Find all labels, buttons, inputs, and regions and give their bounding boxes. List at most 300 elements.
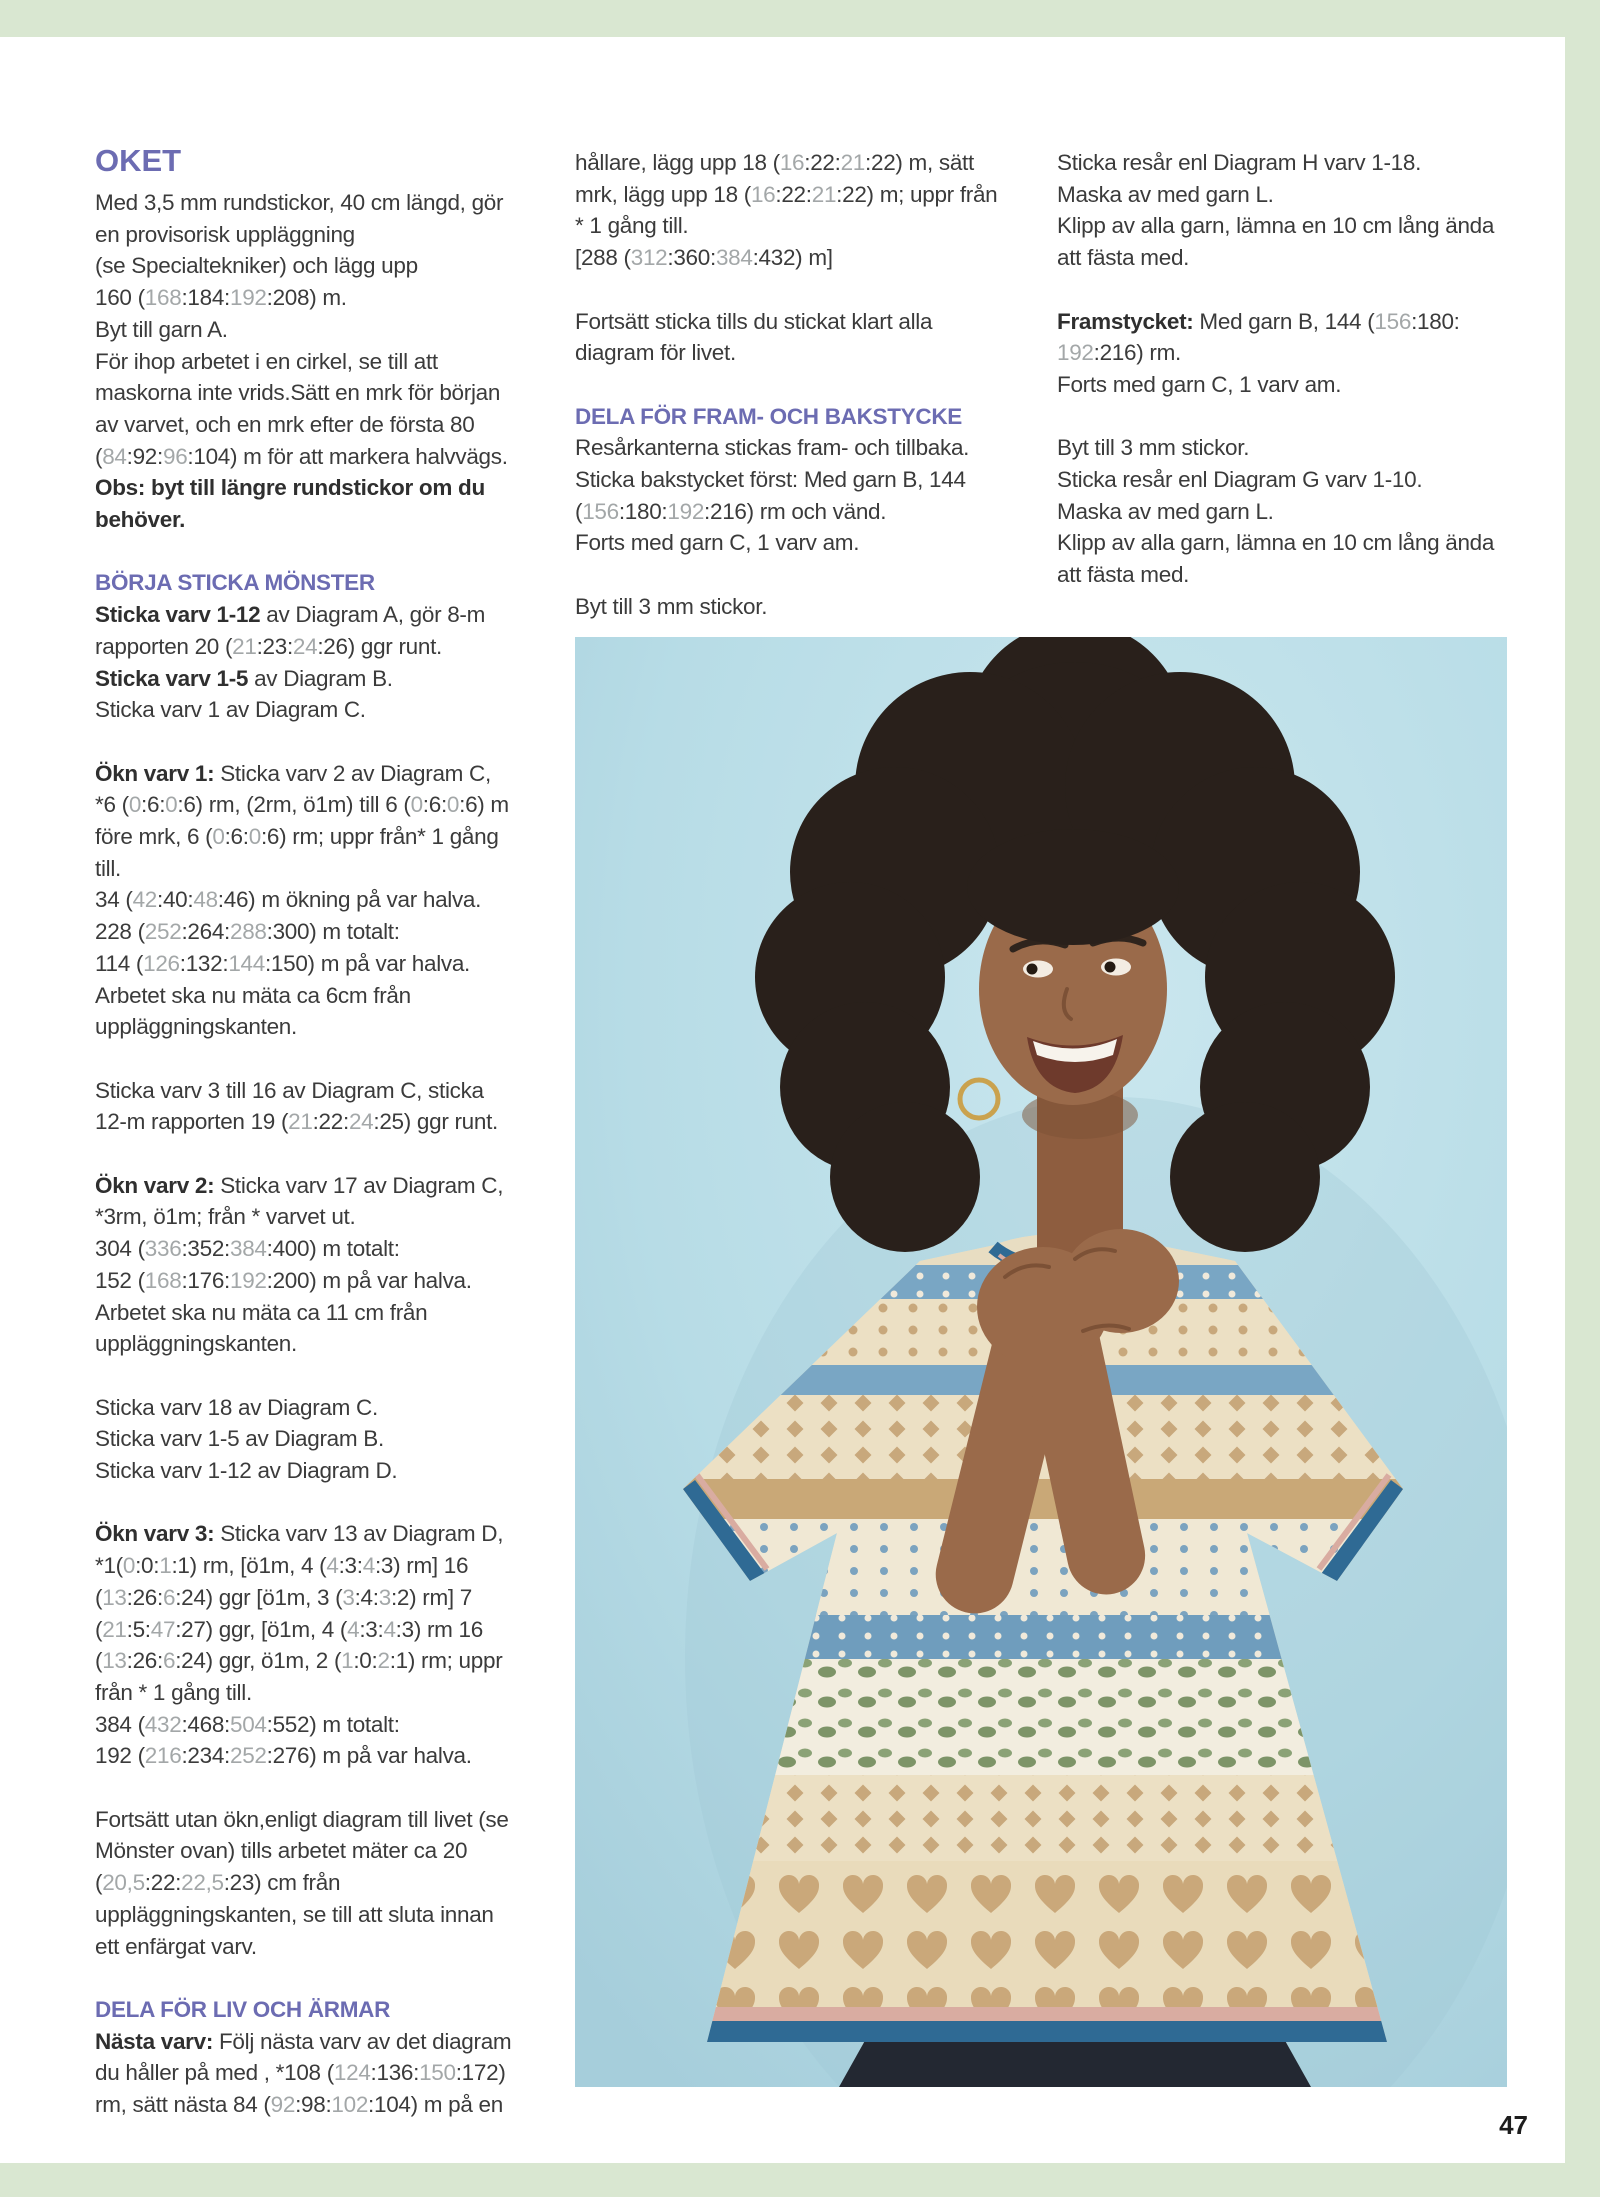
text-line: [575, 179, 997, 211]
text-segment: Sticka varv 13 av Diagram D,: [214, 1521, 504, 1547]
text-segment: 20,5: [102, 1870, 145, 1896]
text-segment: :6) m: [459, 792, 509, 818]
text-segment: *6 (: [95, 792, 129, 818]
text-segment: 12-m rapporten 19 (: [95, 1109, 289, 1135]
text-segment: (: [575, 498, 583, 524]
paragraph: [575, 147, 997, 274]
text-line: [575, 432, 997, 464]
text-segment: 504: [229, 1711, 267, 1737]
text-segment: 96: [162, 443, 188, 469]
text-segment: :6) rm, (2rm, ö1m) till 6 (: [177, 792, 411, 818]
text-segment: 16: [750, 181, 776, 207]
text-line: [1057, 337, 1494, 369]
text-segment: av varvet, och en mrk efter de första 80: [95, 411, 475, 437]
text-line: [575, 147, 997, 179]
text-segment: :22:: [804, 150, 841, 175]
text-segment: 192: [229, 285, 267, 311]
text-segment: 6: [162, 1584, 176, 1610]
text-segment: uppläggningskanten.: [95, 1331, 297, 1357]
text-segment: :6:: [141, 792, 166, 818]
text-segment: *3rm, ö1m; från * varvet ut.: [95, 1204, 356, 1230]
text-segment: 252: [229, 1743, 267, 1769]
text-segment: du håller på med , *108 (: [95, 2060, 334, 2086]
text-segment: Ökn varv 3:: [95, 1521, 215, 1547]
text-line: [1057, 210, 1494, 242]
text-segment: från * 1 gång till.: [95, 1679, 252, 1705]
text-segment: 4: [347, 1616, 360, 1642]
text-line: [95, 377, 511, 409]
text-segment: Sticka varv 1-5: [95, 665, 249, 691]
paragraph: [95, 1075, 511, 1138]
text-segment: 24: [292, 633, 318, 659]
text-segment: Forts med garn C, 1 varv am.: [575, 530, 860, 556]
text-segment: :22:: [144, 1870, 182, 1896]
text-segment: (: [95, 443, 103, 469]
text-line: [95, 1201, 511, 1233]
text-line: [95, 2089, 511, 2121]
text-segment: :24) ggr, ö1m, 2 (: [175, 1648, 342, 1674]
text-segment: [288 (: [575, 245, 631, 271]
text-line: [95, 504, 511, 536]
text-line: [95, 409, 511, 441]
text-segment: 84: [102, 443, 127, 469]
text-line: [95, 1328, 511, 1360]
text-segment: 3: [378, 1584, 391, 1610]
text-segment: 0: [446, 792, 460, 818]
text-segment: 0: [410, 792, 423, 818]
text-segment: :216) rm.: [1093, 340, 1181, 366]
text-segment: 336: [144, 1236, 182, 1262]
text-segment: rm, sätt nästa 84 (: [95, 2092, 271, 2118]
text-segment: :3) rm] 16: [374, 1553, 469, 1579]
text-segment: :276) m på var halva.: [266, 1743, 472, 1769]
text-segment: Maska av med garn L.: [1057, 181, 1274, 207]
text-segment: :26) ggr runt.: [317, 633, 442, 659]
text-segment: Byt till 3 mm stickor.: [575, 593, 768, 619]
text-segment: till.: [95, 855, 121, 881]
text-segment: Forts med garn C, 1 varv am.: [1057, 371, 1342, 397]
text-segment: 384 (: [95, 1711, 145, 1737]
text-segment: Sticka resår enl Diagram H varv 1-18.: [1057, 150, 1422, 175]
page-border-right: [1565, 0, 1600, 2197]
text-segment: (: [95, 1870, 103, 1896]
text-segment: 1: [341, 1648, 354, 1674]
text-line: [95, 219, 511, 251]
text-line: [95, 916, 511, 948]
text-segment: 160 (: [95, 285, 145, 311]
text-line: [95, 1233, 511, 1265]
text-line: [1057, 369, 1494, 401]
column-middle: [575, 147, 997, 623]
text-segment: * 1 gång till.: [575, 213, 689, 239]
text-segment: 0: [128, 792, 142, 818]
text-segment: Byt till garn A.: [95, 316, 228, 342]
text-segment: :46) m ökning på var halva.: [217, 887, 482, 913]
text-line: [95, 2057, 511, 2089]
text-segment: :468:: [181, 1711, 230, 1737]
text-segment: :26:: [126, 1648, 163, 1674]
text-segment: :23) cm från: [223, 1870, 341, 1896]
text-segment: att fästa med.: [1057, 245, 1190, 271]
text-line: [575, 210, 997, 242]
text-line: [95, 1582, 511, 1614]
text-segment: 3: [342, 1584, 355, 1610]
paragraph: [1057, 147, 1494, 274]
text-line: [95, 631, 511, 663]
text-segment: maskorna inte vrids.Sätt en mrk för början: [95, 380, 501, 406]
text-segment: 114 (: [95, 950, 144, 976]
text-segment: 1: [159, 1553, 172, 1579]
text-segment: :176:: [181, 1267, 230, 1293]
text-segment: :132:: [179, 950, 229, 976]
text-segment: (se Specialtekniker) och lägg upp: [95, 253, 418, 279]
text-line: [95, 441, 511, 473]
text-segment: :23:: [256, 633, 293, 659]
text-segment: :0:: [353, 1648, 378, 1674]
text-segment: 4: [383, 1616, 396, 1642]
text-segment: Mönster ovan) tills arbetet mäter ca 20: [95, 1838, 468, 1864]
paragraph: [95, 1392, 511, 1487]
model-photo: [575, 637, 1507, 2087]
section-heading: OKET: [95, 143, 182, 178]
text-segment: :352:: [181, 1236, 230, 1262]
text-segment: :552) m totalt:: [266, 1711, 400, 1737]
text-segment: :25) ggr runt.: [373, 1109, 498, 1135]
text-segment: Sticka varv 3 till 16 av Diagram C, sticka: [95, 1077, 484, 1103]
text-segment: :104) m för att markera halvvägs.: [187, 443, 508, 469]
text-segment: :184:: [181, 285, 230, 311]
section-heading: BÖRJA STICKA MÖNSTER: [95, 570, 375, 596]
text-line: [95, 1423, 511, 1455]
text-segment: :1) rm, [ö1m, 4 (: [171, 1553, 327, 1579]
text-line: [95, 758, 511, 790]
text-segment: före mrk, 6 (: [95, 824, 213, 850]
text-line: [95, 1265, 511, 1297]
text-segment: mrk, lägg upp 18 (: [575, 181, 751, 207]
text-segment: Sticka varv 1-5 av Diagram B.: [95, 1426, 384, 1452]
text-segment: 192: [229, 1267, 267, 1293]
text-segment: :4:: [354, 1584, 379, 1610]
text-segment: 42: [132, 887, 158, 913]
paragraph: [95, 1518, 511, 1772]
text-segment: :22) m; uppr från: [836, 181, 998, 207]
text-segment: 102: [331, 2092, 369, 2118]
text-segment: 22,5: [181, 1870, 224, 1896]
paragraph: [95, 599, 511, 726]
text-segment: :136:: [370, 2060, 420, 2086]
text-segment: Sticka bakstycket först: Med garn B, 144: [575, 467, 966, 492]
text-segment: Ökn varv 1:: [95, 760, 215, 786]
text-segment: 168: [144, 1267, 182, 1293]
text-segment: 34 (: [95, 887, 133, 913]
text-segment: :98:: [295, 2092, 332, 2118]
text-line: [1057, 559, 1494, 591]
text-segment: Obs: byt till längre rundstickor om du: [95, 475, 485, 501]
text-segment: :6) rm; uppr från* 1 gång: [260, 824, 499, 850]
text-segment: :3) rm 16: [395, 1616, 483, 1642]
text-segment: :22) m, sätt: [865, 150, 974, 175]
text-segment: :234:: [181, 1743, 230, 1769]
text-line: [1057, 496, 1494, 528]
text-segment: :180:: [1411, 308, 1460, 334]
text-line: [95, 187, 511, 219]
text-segment: Sticka varv 2 av Diagram C,: [214, 760, 491, 786]
text-segment: 192 (: [95, 1743, 145, 1769]
text-segment: (: [95, 1616, 103, 1642]
text-segment: 92: [270, 2092, 296, 2118]
text-line: [95, 1677, 511, 1709]
text-segment: Följ nästa varv av det diagram: [213, 2028, 512, 2054]
text-line: [95, 2026, 511, 2058]
text-segment: (: [95, 1584, 103, 1610]
text-segment: :6:: [224, 824, 249, 850]
text-line: [95, 1614, 511, 1646]
text-line: [95, 948, 511, 980]
text-segment: :24) ggr [ö1m, 3 (: [175, 1584, 343, 1610]
text-line: [95, 1106, 511, 1138]
text-segment: :0:: [135, 1553, 160, 1579]
text-segment: :92:: [126, 443, 163, 469]
text-segment: Sticka varv 18 av Diagram C.: [95, 1394, 378, 1420]
text-segment: Sticka resår enl Diagram G varv 1-10.: [1057, 467, 1423, 492]
section-heading: DELA FÖR LIV OCH ÄRMAR: [95, 1996, 391, 2022]
text-line: [1057, 179, 1494, 211]
text-line: [95, 789, 511, 821]
text-segment: 0: [165, 792, 178, 818]
text-segment: Sticka varv 1-12 av Diagram D.: [95, 1458, 398, 1484]
text-line: [95, 663, 511, 695]
text-segment: hållare, lägg upp 18 (: [575, 150, 780, 175]
text-segment: 156: [582, 498, 619, 524]
text-segment: :2) rm] 7: [390, 1584, 473, 1610]
text-line: [1057, 527, 1494, 559]
text-segment: Sticka varv 1-12: [95, 602, 261, 628]
paragraph: [95, 758, 511, 1043]
text-line: [95, 1645, 511, 1677]
text-line: [95, 1518, 511, 1550]
text-line: [95, 1550, 511, 1582]
section-heading: DELA FÖR FRAM- OCH BAKSTYCKE: [575, 403, 962, 429]
text-segment: 304 (: [95, 1236, 145, 1262]
text-segment: Med garn B, 144 (: [1193, 308, 1375, 334]
text-segment: 252: [144, 919, 182, 945]
text-segment: :3:: [359, 1616, 384, 1642]
text-segment: Arbetet ska nu mäta ca 6cm från: [95, 982, 411, 1008]
text-segment: 16: [779, 150, 805, 175]
text-segment: 384: [715, 245, 753, 271]
text-segment: :5:: [126, 1616, 151, 1642]
text-segment: 312: [630, 245, 668, 271]
text-segment: 152 (: [95, 1267, 145, 1293]
text-segment: 126: [143, 950, 180, 976]
paragraph: [95, 1170, 511, 1360]
text-segment: Sticka varv 1 av Diagram C.: [95, 697, 366, 723]
text-line: [95, 1740, 511, 1772]
text-segment: :104) m på en: [368, 2092, 503, 2118]
text-line: [95, 884, 511, 916]
text-segment: :22:: [312, 1109, 349, 1135]
text-segment: :200) m på var halva.: [266, 1267, 472, 1293]
text-segment: :40:: [157, 887, 194, 913]
text-segment: Fortsätt sticka tills du stickat klart alla: [575, 308, 933, 334]
text-segment: :6:: [422, 792, 447, 818]
text-segment: diagram för livet.: [575, 340, 736, 366]
text-segment: Framstycket:: [1057, 308, 1194, 334]
text-segment: :300) m totalt:: [266, 919, 400, 945]
text-segment: :150) m på var halva.: [264, 950, 471, 976]
text-line: [95, 1075, 511, 1107]
text-segment: 288: [229, 919, 267, 945]
text-segment: :1) rm; uppr: [389, 1648, 503, 1674]
text-segment: Fortsätt utan ökn,enligt diagram till livet (se: [95, 1806, 509, 1832]
paragraph: [575, 432, 997, 559]
text-segment: 216: [144, 1743, 182, 1769]
text-segment: :360:: [667, 245, 716, 271]
text-segment: att fästa med.: [1057, 562, 1190, 588]
text-line: [95, 1931, 511, 1963]
text-segment: :264:: [181, 919, 230, 945]
text-segment: 4: [362, 1553, 375, 1579]
text-segment: Nästa varv:: [95, 2028, 214, 2054]
text-segment: Ökn varv 2:: [95, 1172, 215, 1198]
paragraph: [95, 187, 511, 536]
text-segment: :400) m totalt:: [266, 1236, 400, 1262]
text-segment: (: [95, 1648, 103, 1674]
text-segment: :27) ggr, [ö1m, 4 (: [175, 1616, 348, 1642]
text-segment: :208) m.: [266, 285, 347, 311]
text-segment: 13: [102, 1584, 127, 1610]
text-segment: 4: [326, 1553, 339, 1579]
paragraph: [575, 306, 997, 369]
text-line: [95, 1867, 511, 1899]
text-segment: Byt till 3 mm stickor.: [1057, 435, 1250, 461]
text-segment: 21: [288, 1109, 313, 1135]
paragraph: [95, 2026, 511, 2121]
text-segment: 0: [212, 824, 225, 850]
text-segment: 24: [348, 1109, 374, 1135]
text-line: [575, 464, 997, 496]
text-line: [575, 306, 997, 338]
text-segment: 21: [811, 181, 837, 207]
text-line: [95, 1899, 511, 1931]
text-segment: 168: [144, 285, 182, 311]
text-line: [95, 472, 511, 504]
text-segment: Med 3,5 mm rundstickor, 40 cm längd, gör: [95, 190, 504, 215]
text-segment: 384: [229, 1236, 267, 1262]
text-segment: en provisorisk uppläggning: [95, 221, 355, 247]
text-segment: 0: [248, 824, 261, 850]
text-segment: 47: [150, 1616, 176, 1642]
text-line: [95, 250, 511, 282]
text-line: [95, 1709, 511, 1741]
text-segment: :3:: [338, 1553, 363, 1579]
page-border-bottom: [0, 2163, 1600, 2197]
text-line: [575, 496, 997, 528]
text-line: [95, 853, 511, 885]
text-segment: uppläggningskanten.: [95, 1014, 297, 1040]
text-line: [95, 599, 511, 631]
model-pants: [839, 2037, 1311, 2087]
text-line: [1057, 464, 1494, 496]
text-line: [95, 821, 511, 853]
text-segment: Sticka varv 17 av Diagram C,: [214, 1172, 504, 1198]
text-segment: :180:: [618, 498, 668, 524]
paragraph: [575, 591, 997, 623]
text-segment: :216) rm och vänd.: [704, 498, 887, 524]
text-segment: av Diagram A, gör 8-m: [260, 602, 486, 628]
text-segment: 21: [102, 1616, 127, 1642]
text-segment: :26:: [126, 1584, 163, 1610]
text-segment: av Diagram B.: [248, 665, 393, 691]
column-left: [95, 142, 511, 2121]
text-segment: Klipp av alla garn, lämna en 10 cm lång ända: [1057, 213, 1495, 239]
text-segment: 13: [102, 1648, 127, 1674]
text-line: [95, 346, 511, 378]
text-segment: Klipp av alla garn, lämna en 10 cm lång ända: [1057, 530, 1495, 556]
text-line: [95, 1804, 511, 1836]
text-segment: 192: [1057, 340, 1094, 366]
text-segment: 2: [377, 1648, 390, 1674]
text-line: [1057, 147, 1494, 179]
paragraph: [95, 1804, 511, 1963]
text-segment: ett enfärgat varv.: [95, 1933, 257, 1959]
text-line: [95, 282, 511, 314]
text-segment: 150: [419, 2060, 456, 2086]
text-segment: 228 (: [95, 919, 145, 945]
text-segment: 21: [232, 633, 257, 659]
text-segment: 156: [1374, 308, 1412, 334]
text-line: [95, 1011, 511, 1043]
text-segment: rapporten 20 (: [95, 633, 233, 659]
text-segment: Maska av med garn L.: [1057, 498, 1274, 524]
text-segment: behöver.: [95, 507, 186, 533]
text-segment: 6: [162, 1648, 176, 1674]
text-segment: 144: [228, 950, 265, 976]
text-line: [1057, 306, 1494, 338]
text-segment: För ihop arbetet i en cirkel, se till att: [95, 348, 438, 374]
text-segment: 124: [333, 2060, 371, 2086]
text-line: [95, 1835, 511, 1867]
text-line: [95, 314, 511, 346]
text-segment: *1(: [95, 1553, 123, 1579]
text-line: [95, 1170, 511, 1202]
text-line: [575, 527, 997, 559]
page-number: 47: [1499, 2110, 1528, 2140]
text-segment: 432: [144, 1711, 182, 1737]
text-line: [575, 337, 997, 369]
column-right: [1057, 147, 1494, 591]
paragraph: [1057, 432, 1494, 591]
text-line: [575, 591, 997, 623]
text-line: [95, 980, 511, 1012]
paragraph: [1057, 306, 1494, 401]
text-segment: 0: [122, 1553, 136, 1579]
text-segment: :432) m]: [752, 245, 833, 271]
text-line: [575, 242, 997, 274]
page-border-top: [0, 0, 1600, 37]
text-segment: 192: [667, 498, 705, 524]
text-segment: Arbetet ska nu mäta ca 11 cm från: [95, 1299, 428, 1325]
text-line: [1057, 242, 1494, 274]
text-line: [95, 1392, 511, 1424]
text-segment: uppläggningskanten, se till att sluta innan: [95, 1901, 494, 1927]
text-segment: :22:: [775, 181, 812, 207]
text-line: [95, 694, 511, 726]
text-segment: 48: [193, 887, 218, 913]
text-line: [95, 1297, 511, 1329]
text-segment: Resårkanterna stickas fram- och tillbaka.: [575, 435, 970, 461]
text-segment: 21: [840, 150, 866, 175]
